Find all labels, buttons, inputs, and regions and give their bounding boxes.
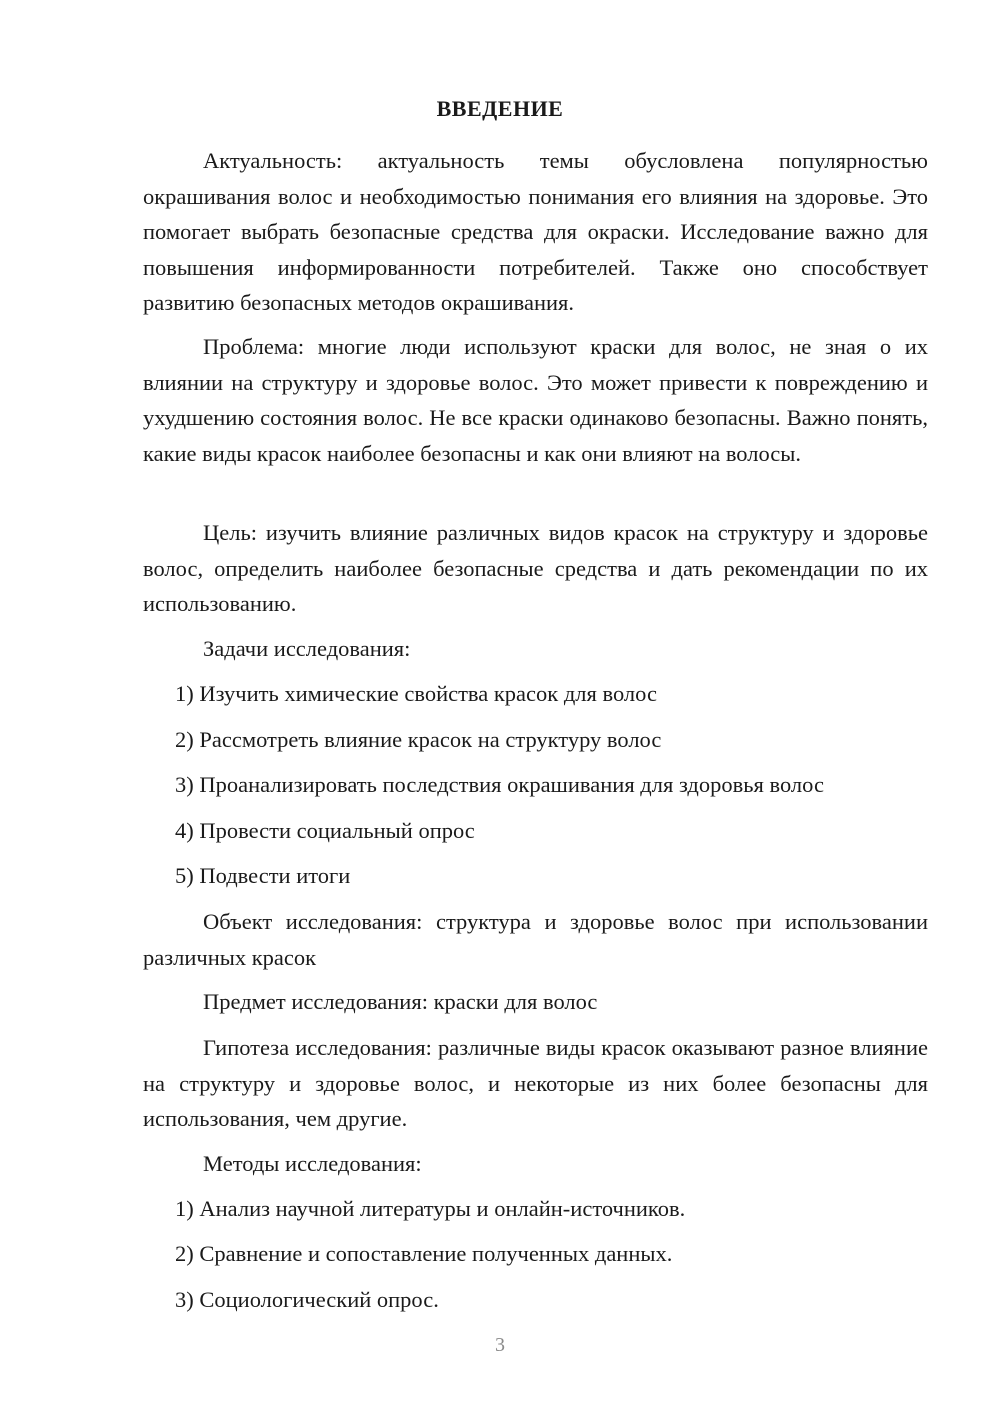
paragraph-problem: Проблема: многие люди используют краски для волос, не зная о их влиянии на структуру и здоровье волос. Это может привести к повреждению и ухудшению состояния волос. Не все краски одинаково безопасны. Важно понять, какие виды красок наиболее безопасны и как они влияют на волосы. (143, 334, 928, 466)
task-item: 5) Подвести итоги (175, 863, 351, 888)
page-title: ВВЕДЕНИЕ (436, 96, 564, 121)
paragraph-goal: Цель: изучить влияние различных видов красок на структуру и здоровье волос, определить наиболее безопасные средства и дать рекомендации по их использованию. (143, 520, 928, 616)
methods-heading: Методы исследования: (203, 1151, 422, 1176)
task-item: 1) Изучить химические свойства красок для волос (175, 681, 657, 706)
paragraph-object: Объект исследования: структура и здоровье волос при использовании различных красок (143, 909, 928, 970)
task-item: 2) Рассмотреть влияние красок на структуру волос (175, 727, 662, 752)
method-item: 2) Сравнение и сопоставление полученных данных. (175, 1241, 673, 1266)
tasks-heading: Задачи исследования: (203, 636, 411, 661)
method-item: 3) Социологический опрос. (175, 1287, 439, 1312)
paragraph-hypothesis: Гипотеза исследования: различные виды красок оказывают разное влияние на структуру и здоровье волос, и некоторые из них более безопасны для использования, чем другие. (143, 1035, 928, 1131)
method-item: 1) Анализ научной литературы и онлайн-источников. (175, 1196, 686, 1221)
paragraph-subject: Предмет исследования: краски для волос (203, 989, 598, 1014)
page-number: 3 (495, 1334, 505, 1356)
task-item: 3) Проанализировать последствия окрашивания для здоровья волос (175, 772, 824, 797)
paragraph-relevance: Актуальность: актуальность темы обусловлена популярностью окрашивания волос и необходимостью понимания его влияния на здоровье. Это помогает выбрать безопасные средства для окраски. Исследование важно для повышения информированности потребителей. Также оно способствует развитию безопасных методов окрашивания. (143, 148, 928, 315)
task-item: 4) Провести социальный опрос (175, 818, 475, 843)
